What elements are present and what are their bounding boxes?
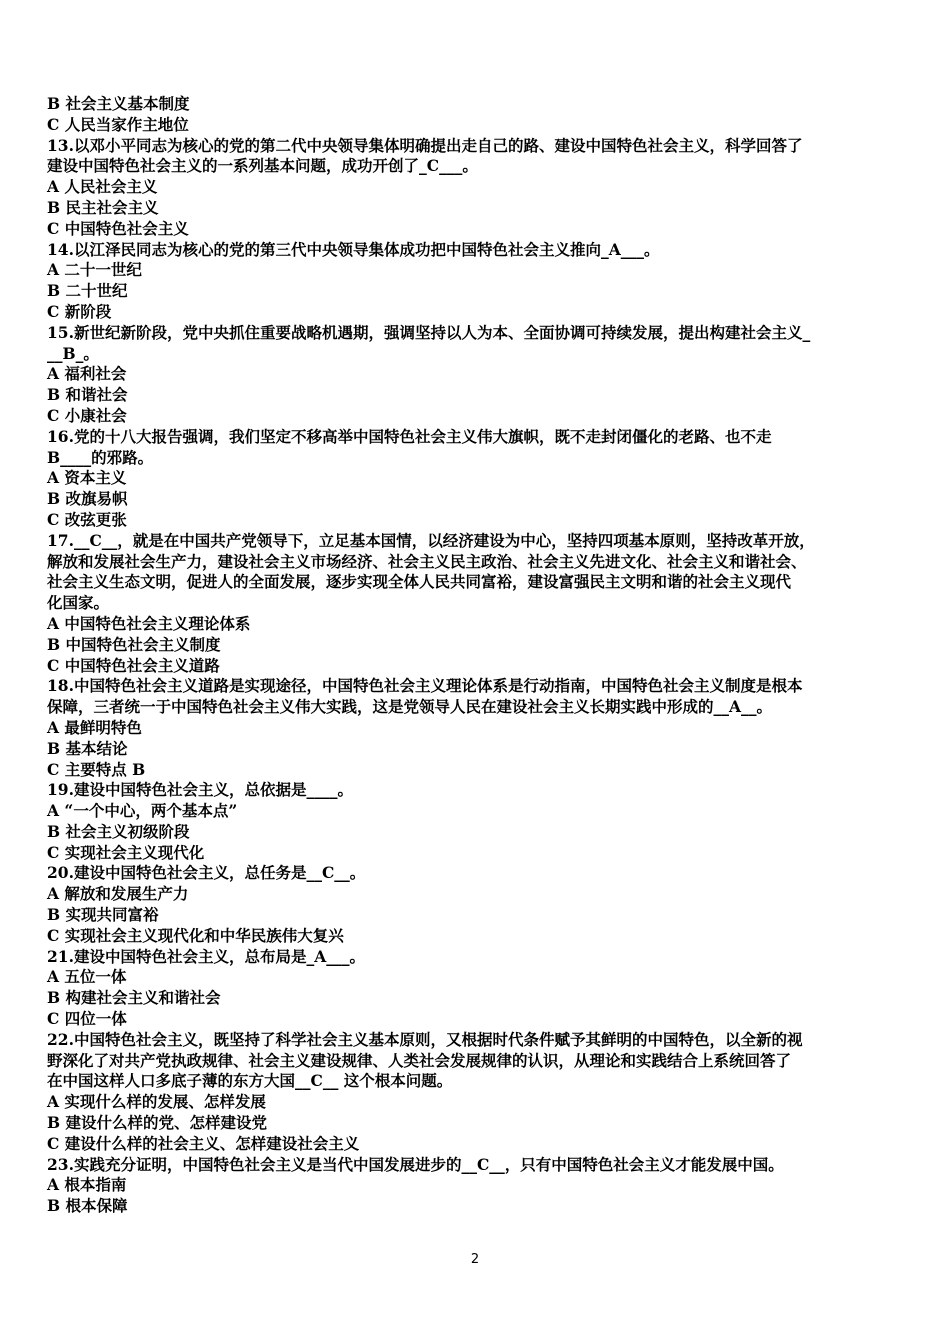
text-line: A 人民社会主义 bbox=[47, 177, 158, 197]
text-line: 社会主义生态文明，促进人的全面发展，逐步实现全体人民共同富裕，建设富强民主文明和谐的社会主义现代 bbox=[47, 572, 792, 592]
text-line: A 二十一世纪 bbox=[47, 260, 142, 280]
text-line: A 解放和发展生产力 bbox=[47, 884, 189, 904]
text-line: B 改旗易帜 bbox=[47, 489, 128, 509]
text-line: C 四位一体 bbox=[47, 1009, 127, 1029]
text-line: B 构建社会主义和谐社会 bbox=[47, 988, 221, 1008]
text-line: A 最鲜明特色 bbox=[47, 717, 142, 737]
text-line: 16.党的十八大报告强调，我们坚定不移高举中国特色社会主义伟大旗帜，既不走封闭僵化的老路、也不走 bbox=[47, 426, 772, 446]
text-line: C 人民当家作主地位 bbox=[47, 114, 189, 134]
text-line: 15.新世纪新阶段，党中央抓住重要战略机遇期，强调坚持以人为本、全面协调可持续发展，提出构建社会主义_ bbox=[47, 322, 811, 342]
page-number: 2 bbox=[470, 1252, 480, 1267]
text-line: C 中国特色社会主义道路 bbox=[47, 655, 220, 675]
text-line: B 根本保障 bbox=[47, 1196, 128, 1216]
text-line: C 新阶段 bbox=[47, 301, 112, 321]
text-line: 建设中国特色社会主义的一系列基本问题，成功开创了_C___。 bbox=[47, 156, 478, 176]
text-line: B 实现共同富裕 bbox=[47, 905, 159, 925]
text-line: B 民主社会主义 bbox=[47, 197, 159, 217]
text-line: 17.__C__，就是在中国共产党领导下，立足基本国情，以经济建设为中心，坚持四项基本原则，坚持改革开放， bbox=[47, 530, 815, 550]
text-line: C 改弦更张 bbox=[47, 509, 127, 529]
text-line: A “一个中心，两个基本点” bbox=[47, 801, 238, 821]
text-line: 19.建设中国特色社会主义，总依据是____。 bbox=[47, 780, 353, 800]
text-line: B 建设什么样的党、怎样建设党 bbox=[47, 1113, 267, 1133]
text-line: B 基本结论 bbox=[47, 738, 128, 758]
text-line: 20.建设中国特色社会主义，总任务是__C__。 bbox=[47, 863, 366, 883]
text-line: B 社会主义基本制度 bbox=[47, 94, 190, 113]
text-line: B____的邪路。 bbox=[47, 447, 154, 467]
text-line: C 中国特色社会主义 bbox=[47, 218, 189, 238]
text-line: C 实现社会主义现代化 bbox=[47, 842, 205, 862]
text-line: A 福利社会 bbox=[47, 364, 127, 384]
text-line: C 实现社会主义现代化和中华民族伟大复兴 bbox=[47, 925, 344, 945]
text-line: B 社会主义初级阶段 bbox=[47, 821, 190, 841]
text-line: C 建设什么样的社会主义、怎样建设社会主义 bbox=[47, 1133, 360, 1153]
text-line: 21.建设中国特色社会主义，总布局是_A___。 bbox=[47, 946, 365, 966]
text-line: 23.实践充分证明，中国特色社会主义是当代中国发展进步的__C__，只有中国特色社会主义才能发展中国。 bbox=[47, 1154, 784, 1174]
text-line: C 小康社会 bbox=[47, 405, 127, 425]
text-line: 野深化了对共产党执政规律、社会主义建设规律、人类社会发展规律的认识，从理论和实践结合上系统回答了 bbox=[47, 1050, 792, 1070]
text-line: 22.中国特色社会主义，既坚持了科学社会主义基本原则，又根据时代条件赋予其鲜明的中国特色，以全新的视 bbox=[47, 1029, 803, 1049]
text-line: B 和谐社会 bbox=[47, 385, 128, 405]
text-line: A 五位一体 bbox=[47, 967, 127, 987]
text-line: A 实现什么样的发展、怎样发展 bbox=[47, 1092, 266, 1112]
text-line: A 中国特色社会主义理论体系 bbox=[47, 613, 251, 633]
text-line: 保障，三者统一于中国特色社会主义伟大实践，这是党领导人民在建设社会主义长期实践中形成的__A__。 bbox=[47, 697, 773, 717]
text-line: C 主要特点 B bbox=[47, 759, 146, 779]
text-line: 解放和发展社会生产力，建设社会主义市场经济、社会主义民主政治、社会主义先进文化、社会主义和谐社会、 bbox=[47, 551, 807, 571]
text-line: B 二十世纪 bbox=[47, 281, 128, 301]
text-line: __B_。 bbox=[47, 343, 99, 363]
text-line: A 根本指南 bbox=[47, 1175, 127, 1195]
text-line: 13.以邓小平同志为核心的党的第二代中央领导集体明确提出走自己的路、建设中国特色社会主义，科学回答了 bbox=[47, 135, 803, 155]
text-line: 化国家。 bbox=[47, 593, 110, 613]
text-line: 18.中国特色社会主义道路是实现途径，中国特色社会主义理论体系是行动指南，中国特色社会主义制度是根本 bbox=[47, 676, 803, 696]
text-line: B 中国特色社会主义制度 bbox=[47, 634, 221, 654]
text-line: 在中国这样人口多底子薄的东方大国__C__ 这个根本问题。 bbox=[47, 1071, 453, 1091]
text-line: A 资本主义 bbox=[47, 468, 127, 488]
document-body bbox=[47, 94, 909, 1217]
text-line: 14.以江泽民同志为核心的党的第三代中央领导集体成功把中国特色社会主义推向_A___。 bbox=[47, 239, 660, 259]
